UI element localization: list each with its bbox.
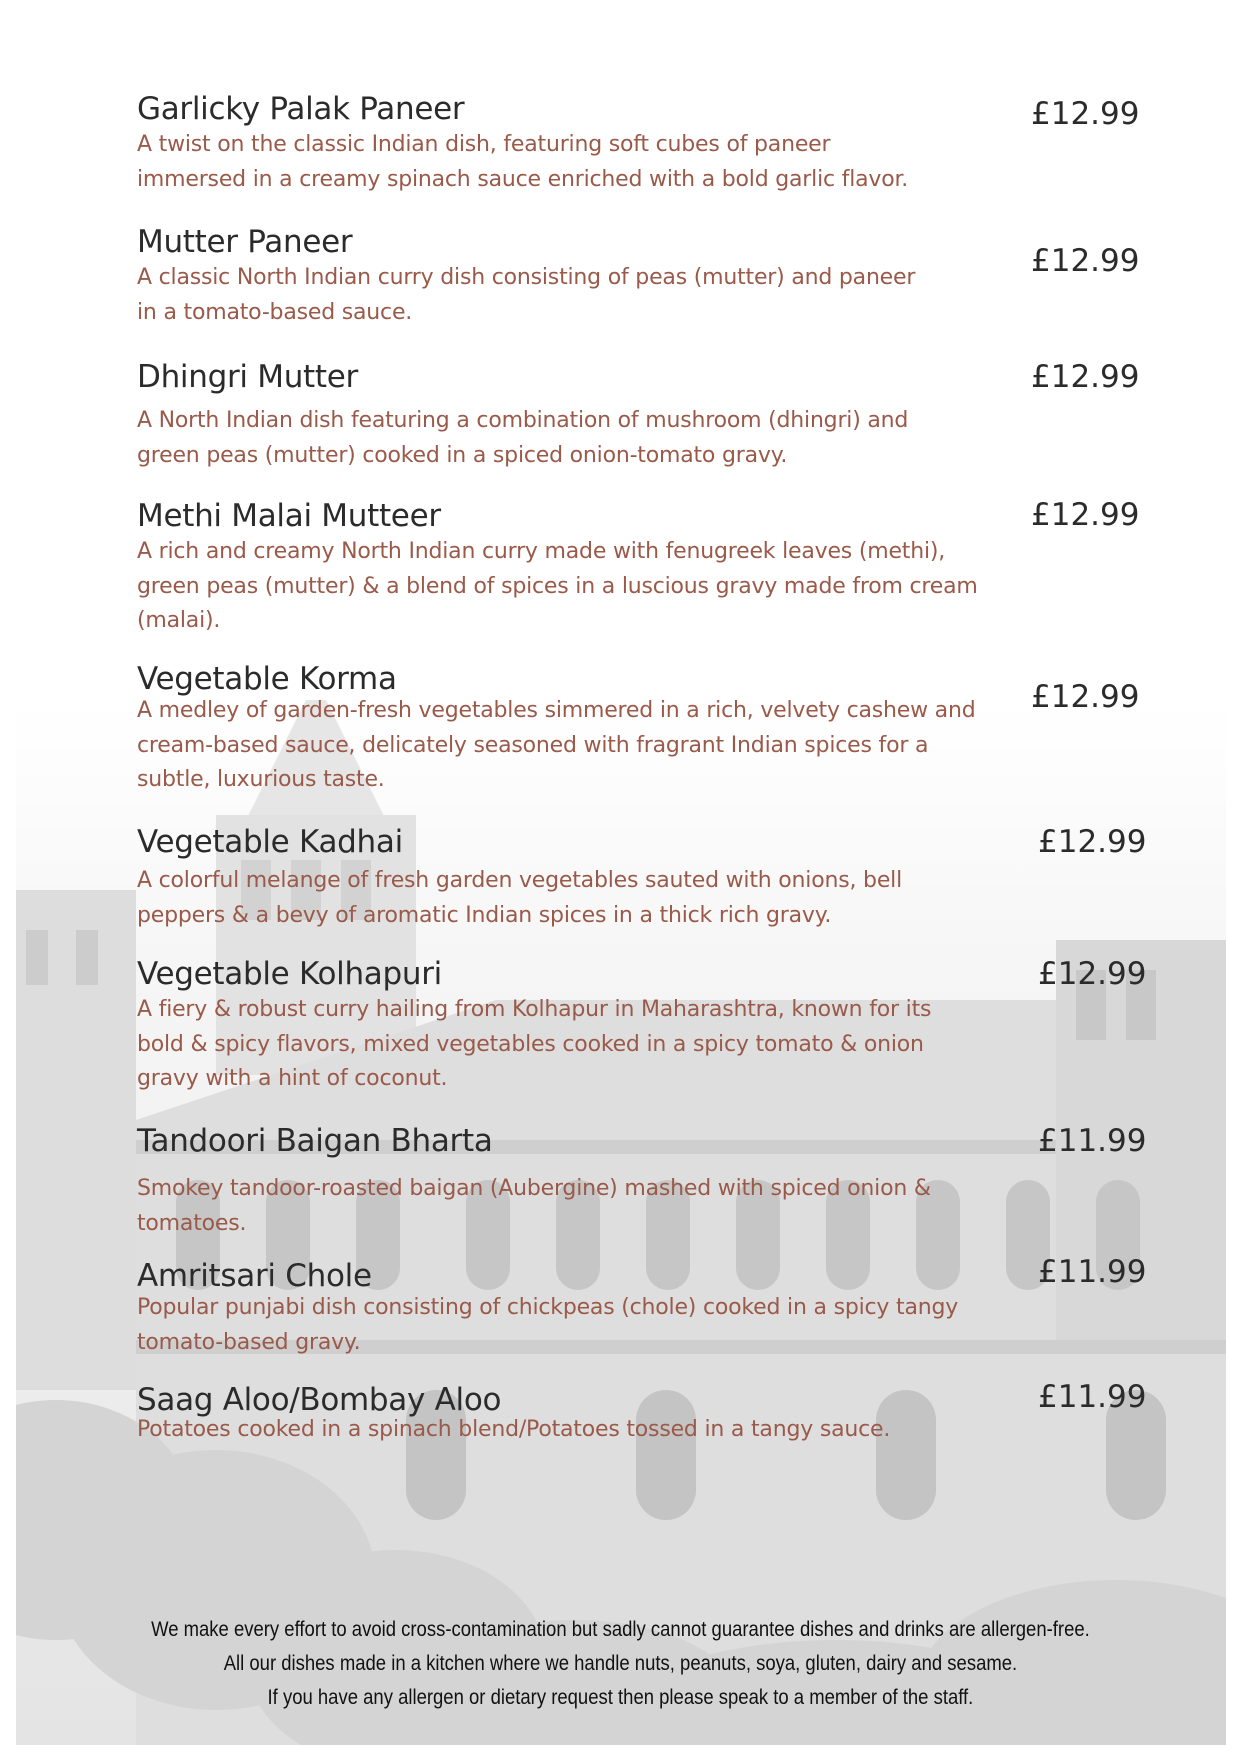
menu-item: [137, 660, 1140, 798]
allergen-notice-line: If you have any allergen or dietary request then please speak to a member of the staff.: [267, 1685, 974, 1709]
dish-description-line: gravy with a hint of coconut.: [137, 1066, 448, 1091]
dish-description: [137, 864, 1007, 933]
menu-item: [137, 497, 1140, 639]
dish-description: [137, 1291, 1007, 1360]
dish-price: £12.99: [1038, 824, 1147, 860]
allergen-notice-line: We make every effort to avoid cross-contamination but sadly cannot guarantee dishes and drinks are allergen-free.: [151, 1617, 1090, 1641]
dish-name: Vegetable Kadhai: [137, 824, 403, 860]
dish-description-line: A rich and creamy North Indian curry made with fenugreek leaves (methi),: [137, 539, 946, 564]
menu-item: [137, 90, 1140, 197]
dish-description-line: Smokey tandoor-roasted baigan (Aubergine) mashed with spiced onion &: [137, 1176, 931, 1201]
dish-price: £12.99: [1031, 497, 1140, 533]
dish-price: £12.99: [1038, 956, 1147, 992]
dish-name: Tandoori Baigan Bharta: [137, 1123, 493, 1159]
dish-description-line: (malai).: [137, 608, 221, 633]
dish-price: £11.99: [1038, 1254, 1147, 1290]
dish-price: £12.99: [1031, 96, 1140, 132]
menu-item: [137, 1122, 1137, 1241]
dish-name: Amritsari Chole: [137, 1258, 372, 1294]
menu-item: [137, 1381, 1137, 1448]
dish-description-line: tomatoes.: [137, 1210, 247, 1236]
dish-description-line: green peas (mutter) cooked in a spiced onion-tomato gravy.: [137, 442, 788, 468]
dish-description-line: green peas (mutter) & a blend of spices in a luscious gravy made from cream: [137, 573, 978, 599]
dish-description-line: Potatoes cooked in a spinach blend/Potatoes tossed in a tangy sauce.: [137, 1417, 891, 1442]
dish-description: [137, 404, 1007, 473]
dish-description: [137, 128, 1007, 197]
dish-description-line: cream-based sauce, delicately seasoned with fragrant Indian spices for a: [137, 732, 929, 758]
menu-item: [137, 223, 1140, 330]
dish-description: [137, 261, 1007, 330]
dish-name: Dhingri Mutter: [137, 359, 358, 395]
dish-price: £12.99: [1031, 359, 1140, 395]
dish-price: £12.99: [1031, 243, 1140, 279]
dish-description-line: A classic North Indian curry dish consisting of peas (mutter) and paneer: [137, 265, 916, 290]
menu-item: [137, 358, 1140, 473]
dish-description-line: A North Indian dish featuring a combination of mushroom (dhingri) and: [137, 408, 909, 433]
dish-name: Saag Aloo/Bombay Aloo: [137, 1382, 502, 1418]
dish-description: [137, 993, 1007, 1097]
dish-description: [137, 535, 1007, 639]
dish-description: [137, 1172, 1007, 1241]
dish-description-line: A colorful melange of fresh garden vegetables sauted with onions, bell: [137, 868, 902, 893]
allergen-notice-line: All our dishes made in a kitchen where we handle nuts, peanuts, soya, gluten, dairy and sesame.: [223, 1651, 1018, 1675]
dish-description: [137, 1413, 1007, 1448]
dish-description-line: subtle, luxurious taste.: [137, 767, 385, 792]
dish-description-line: peppers & a bevy of aromatic Indian spices in a thick rich gravy.: [137, 902, 832, 928]
dish-description-line: A medley of garden-fresh vegetables simmered in a rich, velvety cashew and: [137, 698, 976, 723]
dish-description-line: Popular punjabi dish consisting of chickpeas (chole) cooked in a spicy tangy: [137, 1295, 959, 1320]
dish-description: [137, 694, 1007, 798]
dish-name: Garlicky Palak Paneer: [137, 91, 465, 127]
dish-name: Vegetable Korma: [137, 661, 397, 697]
dish-price: £11.99: [1038, 1123, 1147, 1159]
dish-name: Vegetable Kolhapuri: [137, 956, 442, 992]
dish-name: Methi Malai Mutteer: [137, 498, 441, 534]
dish-name: Mutter Paneer: [137, 224, 353, 260]
dish-description-line: A twist on the classic Indian dish, featuring soft cubes of paneer: [137, 132, 831, 157]
menu-item: [137, 1257, 1137, 1360]
menu-item: [137, 823, 1137, 933]
dish-description-line: tomato-based gravy.: [137, 1329, 361, 1355]
dish-description-line: A fiery & robust curry hailing from Kolhapur in Maharashtra, known for its: [137, 997, 932, 1022]
dish-price: £11.99: [1038, 1379, 1147, 1415]
dish-description-line: immersed in a creamy spinach sauce enriched with a bold garlic flavor.: [137, 166, 909, 192]
allergen-notice: [87, 1612, 1154, 1714]
dish-price: £12.99: [1031, 679, 1140, 715]
dish-description-line: bold & spicy flavors, mixed vegetables cooked in a spicy tomato & onion: [137, 1031, 924, 1057]
dish-description-line: in a tomato-based sauce.: [137, 299, 413, 325]
menu-item: [137, 955, 1137, 1097]
